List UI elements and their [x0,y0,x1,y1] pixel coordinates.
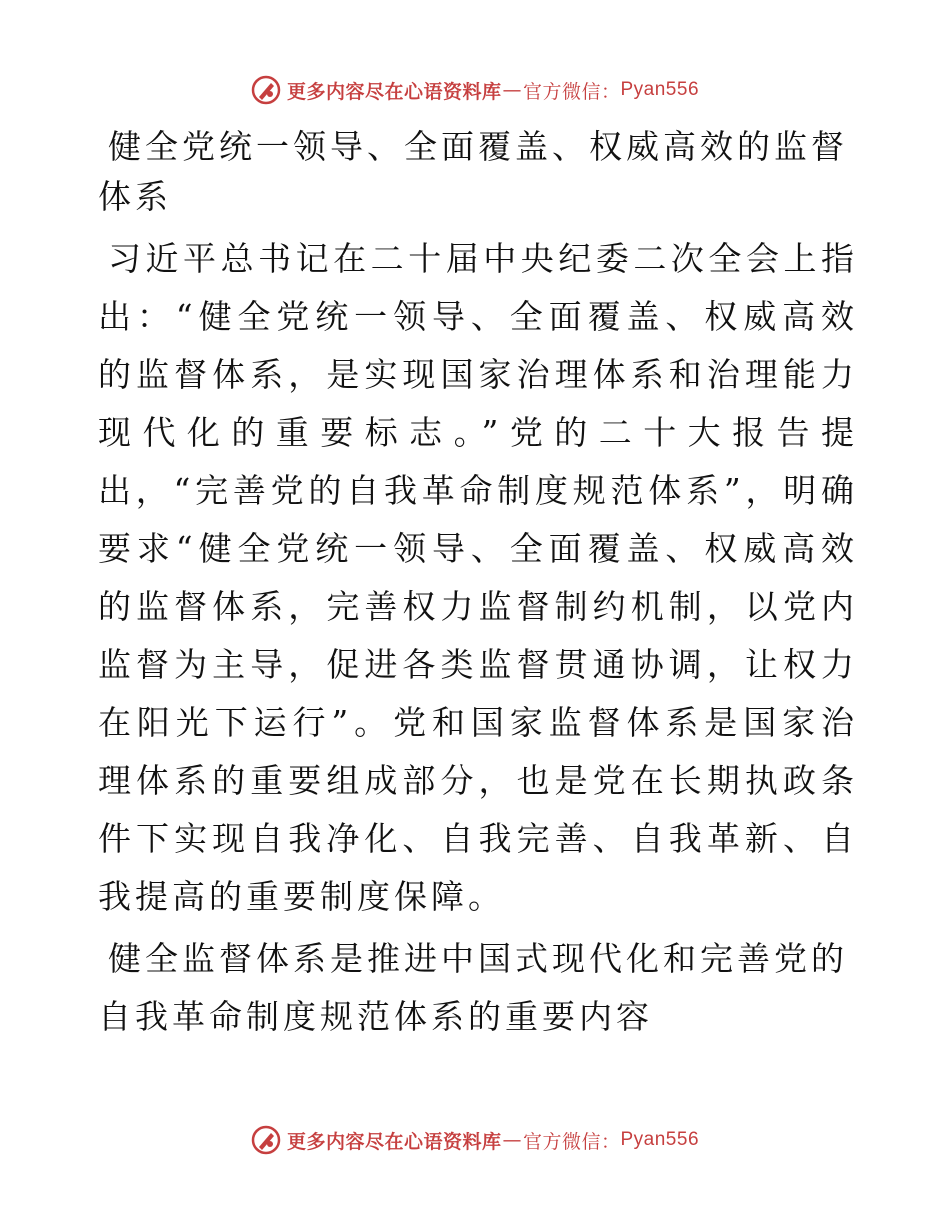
document-title: 健全党统一领导、全面覆盖、权威高效的监督体系 [98,127,848,216]
watermark-dash: — [502,1129,522,1151]
pen-logo-icon [251,1125,281,1155]
section-heading: 健全监督体系是推进中国式现代化和完善党的自我革命制度规范体系的重要内容 [98,939,848,1036]
document-body [98,122,858,1046]
watermark-text: 更多内容尽在心语资料库 [286,1130,502,1153]
pen-logo-icon [251,75,281,105]
watermark-sub: 官方微信： [522,1130,621,1153]
watermark-dash: — [502,79,522,101]
watermark-id: Pyan556 [620,79,700,100]
watermark-footer [0,1120,950,1160]
watermark-header [0,70,950,110]
watermark-text: 更多内容尽在心语资料库 [286,80,502,103]
paragraph-1: 习近平总书记在二十届中央纪委二次全会上指出：“健全党统一领导、全面覆盖、权威高效的监督体系，是实现国家治理体系和治理能力现代化的重要标志。”党的二十大报告提出，“完善党的自我革命制度规范体系”，明确要求“健全党统一领导、全面覆盖、权威高效的监督体系，完善权力监督制约机制，以党内监督为主导，促进各类监督贯通协调，让权力在阳光下运行”。党和国家监督体系是国家治理体系的重要组成部分，也是党在长期执政条件下实现自我净化、自我完善、自我革新、自我提高的重要制度保障。 [98,239,858,916]
watermark-id: Pyan556 [620,1129,700,1150]
watermark-sub: 官方微信： [522,80,621,103]
